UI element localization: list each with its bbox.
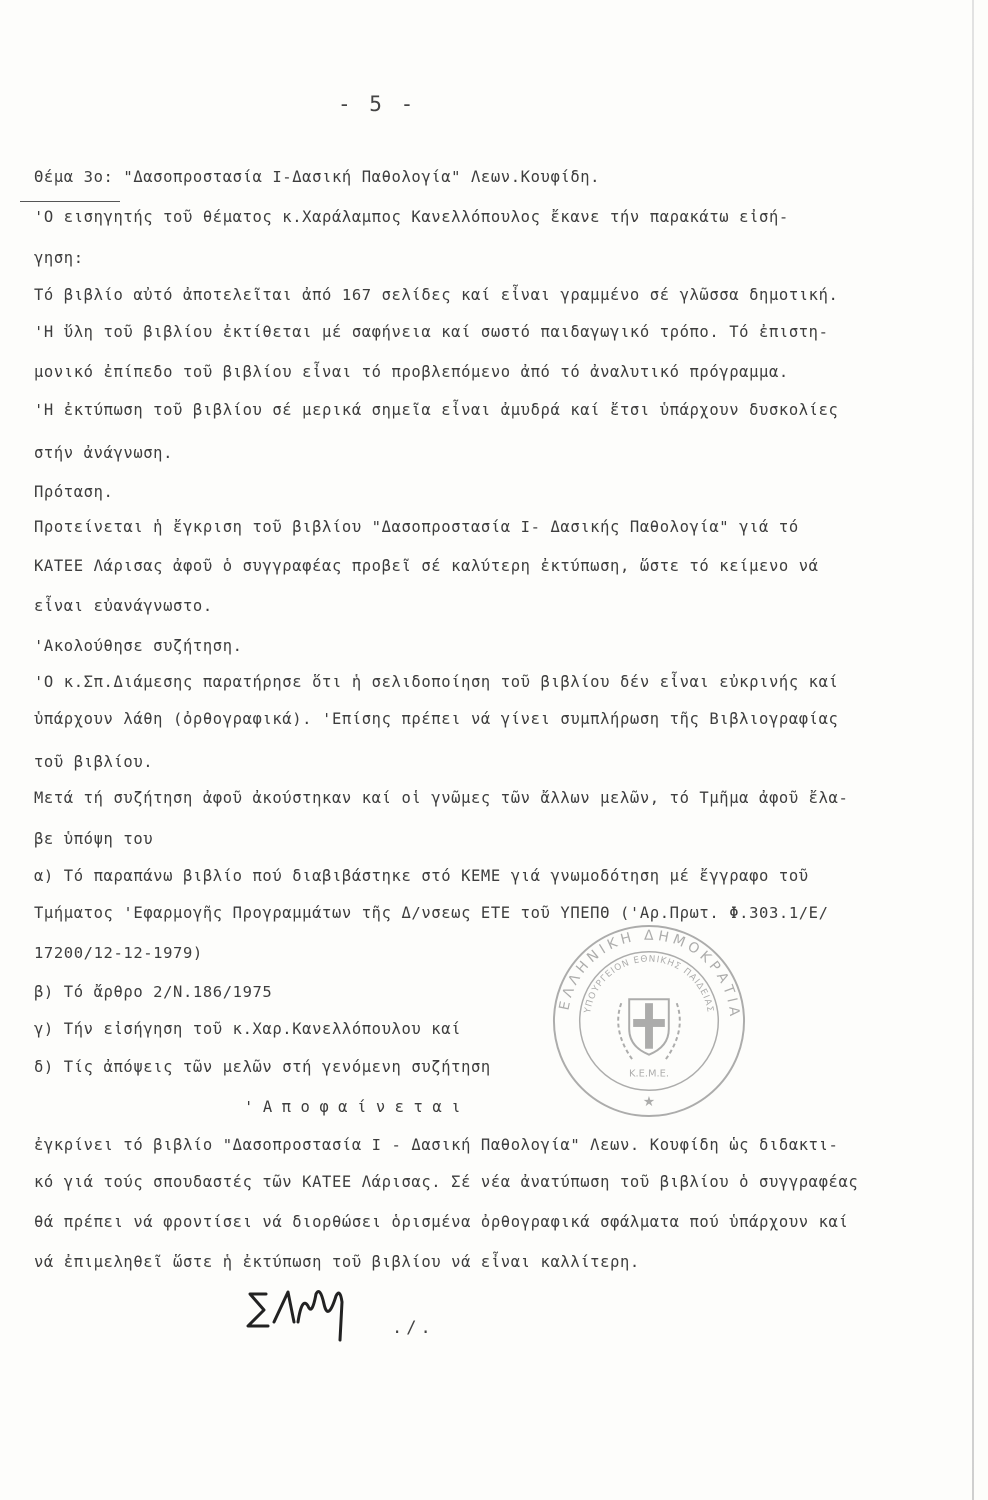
text-line: Μετά τή συζήτηση ἀφοῦ ἀκούστηκαν καί οἱ γνῶμες τῶν ἄλλων μελῶν, τό Τμῆμα ἀφοῦ ἔλα- <box>34 789 849 807</box>
seal-inner-text: ΥΠΟΥΡΓΕΙΟΝ ΕΘΝΙΚΗΣ ΠΑΙΔΕΙΑΣ <box>583 954 715 1015</box>
text-line: μονικό ἐπίπεδο τοῦ βιβλίου εἶναι τό προβλεπόμενο ἀπό τό ἀναλυτικό πρόγραμμα. <box>34 363 789 381</box>
list-item: γ) Τήν εἰσήγηση τοῦ κ.Χαρ.Κανελλόπουλου καί <box>34 1020 462 1038</box>
list-item: β) Τό ἄρθρο 2/Ν.186/1975 <box>34 983 273 1001</box>
text-line: 17200/12-12-1979) <box>34 944 203 962</box>
text-line: εἶναι εὐανάγνωστο. <box>34 597 213 615</box>
list-item: δ) Τίς ἀπόψεις τῶν μελῶν στή γενόμενη συζήτηση <box>34 1058 491 1076</box>
text-line: Τό βιβλίο αὐτό ἀποτελεῖται ἀπό 167 σελίδες καί εἶναι γραμμένο σέ γλῶσσα δημοτική. <box>34 286 839 304</box>
text-line: στήν ἀνάγνωση. <box>34 444 174 462</box>
text-line: νά ἐπιμεληθεῖ ὥστε ἡ ἐκτύπωση τοῦ βιβλίου νά εἶναι καλλίτερη. <box>34 1253 640 1271</box>
subject-underline <box>20 201 120 202</box>
text-line: ἐγκρίνει τό βιβλίο "Δασοπροστασία I - Δασική Παθολογία" Λεων. Κουφίδη ὡς διδακτι- <box>34 1136 839 1154</box>
text-line: 'Η ὕλη τοῦ βιβλίου ἐκτίθεται μέ σαφήνεια καί σωστό παιδαγωγικό τρόπο. Τό ἐπιστη- <box>34 323 829 341</box>
official-seal <box>550 922 748 1120</box>
text-line: τοῦ βιβλίου. <box>34 753 154 771</box>
text-line: Προτείνεται ἡ ἔγκριση τοῦ βιβλίου "Δασοπροστασία I- Δασικής Παθολογία" γιά τό <box>34 518 799 536</box>
text-line: ὑπάρχουν λάθη (ὀρθογραφικά). 'Επίσης πρέπει νά γίνει συμπλήρωση τῆς Βιβλιογραφίας <box>34 710 839 728</box>
text-line: ΚΑΤΕΕ Λάρισας ἀφοῦ ὁ συγγραφέας προβεῖ σέ καλύτερη ἐκτύπωση, ὥστε τό κείμενο νά <box>34 557 819 575</box>
list-item: α) Τό παραπάνω βιβλίο πού διαβιβάστηκε στό ΚΕΜΕ γιά γνωμοδότηση μέ ἔγγραφο τοῦ <box>34 867 809 885</box>
subject-line: Θέμα 3ο: "Δασοπροστασία I-Δασική Παθολογία" Λεων.Κουφίδη. <box>34 168 601 186</box>
text-line: βε ὑπόψη του <box>34 830 154 848</box>
handwritten-signature <box>244 1282 354 1346</box>
discussion-heading: 'Ακολούθησε συζήτηση. <box>34 637 243 655</box>
proposal-heading: Πρόταση. <box>34 483 114 501</box>
text-line: Τμήματος 'Εφαρμογῆς Προγραμμάτων τῆς Δ/νσεως ΕΤΕ τοῦ ΥΠΕΠΘ ('Αρ.Πρωτ. Φ.303.1/Ε/ <box>34 904 829 922</box>
page-edge <box>972 0 974 1500</box>
text-line: θά πρέπει νά φροντίσει νά διορθώσει ὁρισμένα ὀρθογραφικά σφάλματα πού ὑπάρχουν καί <box>34 1213 849 1231</box>
seal-outer-text: ΕΛΛΗΝΙΚΗ ΔΗΜΟΚΡΑΤΙΑ <box>556 927 743 1021</box>
text-line: 'Η ἐκτύπωση τοῦ βιβλίου σέ μερικά σημεῖα εἶναι ἀμυδρά καί ἔτσι ὑπάρχουν δυσκολίες <box>34 401 839 419</box>
svg-text:★: ★ <box>642 1094 656 1111</box>
decision-heading: 'Αποφαίνεται <box>244 1098 470 1116</box>
text-line: γηση: <box>34 249 84 267</box>
text-line: 'Ο εισηγητής τοῦ θέματος κ.Χαράλαμπος Κανελλόπουλος ἔκανε τήν παρακάτω εἰσή- <box>34 208 789 226</box>
text-line: κό γιά τούς σπουδαστές τῶν ΚΑΤΕΕ Λάρισας. Σέ νέα ἀνατύπωση τοῦ βιβλίου ὁ συγγραφέας <box>34 1173 859 1191</box>
closing-mark: ./. <box>392 1318 435 1338</box>
text-line: 'Ο κ.Σπ.Διάμεσης παρατήρησε ὅτι ἡ σελιδοποίηση τοῦ βιβλίου δέν εἶναι εὐκρινής καί <box>34 673 839 691</box>
page-number: - 5 - <box>338 92 417 116</box>
seal-bottom-text: Κ.Ε.Μ.Ε. <box>628 1068 670 1080</box>
